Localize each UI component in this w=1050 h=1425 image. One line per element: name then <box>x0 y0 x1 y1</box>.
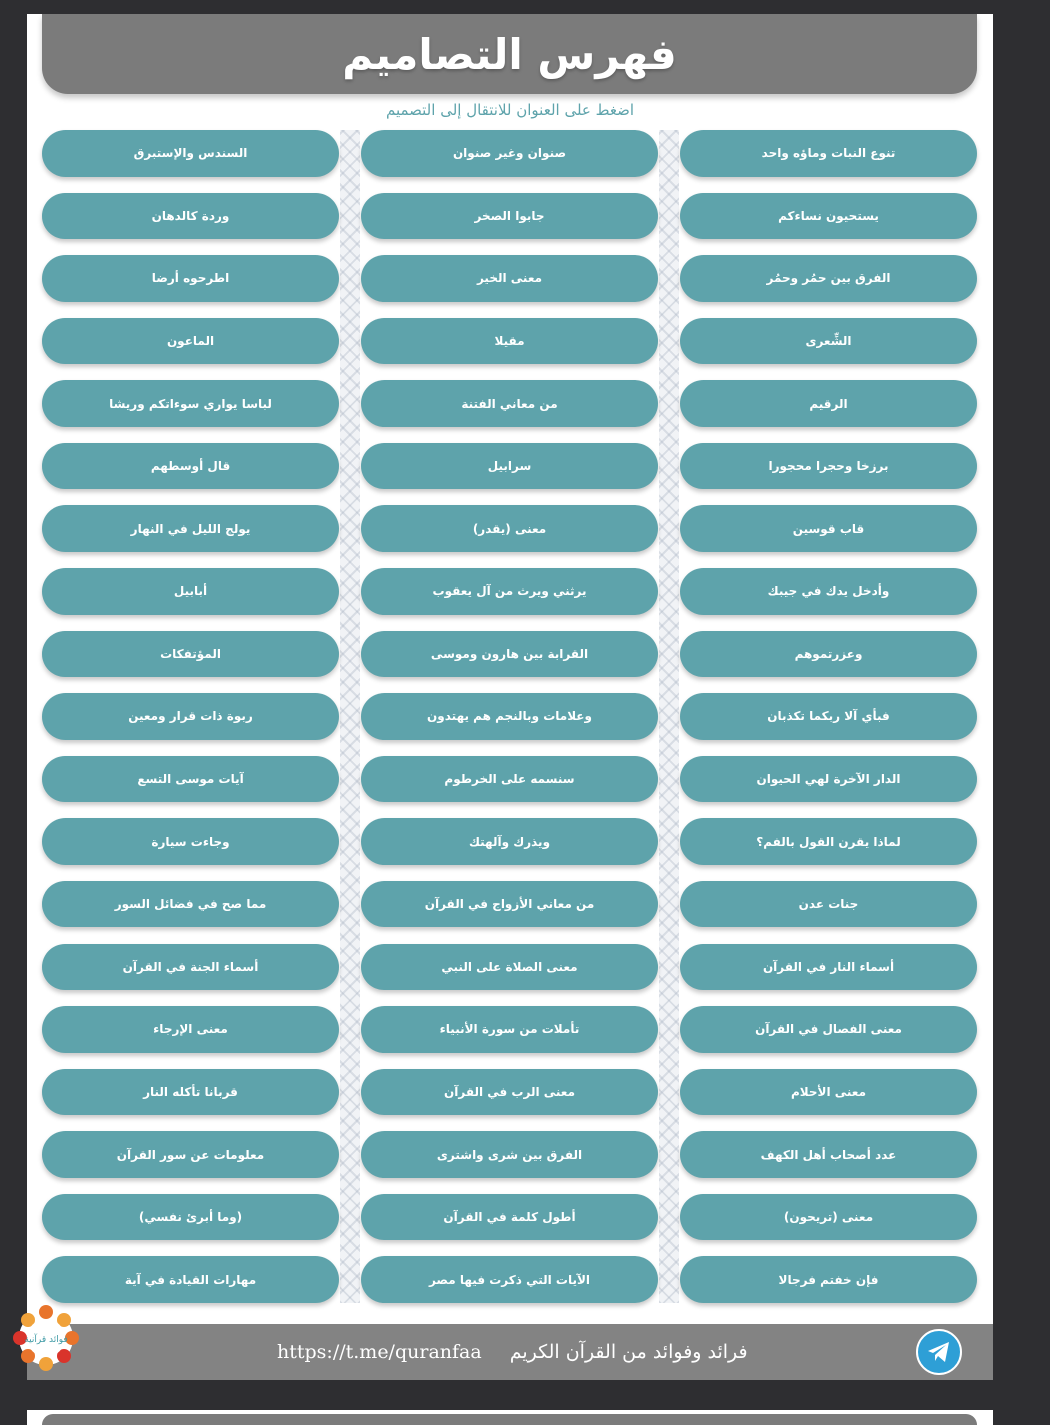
design-link-button[interactable]: وأدخل يدك في جيبك <box>680 568 977 615</box>
design-link-button[interactable]: معنى الأحلام <box>680 1069 977 1116</box>
flower-logo-icon <box>8 1300 84 1376</box>
design-link-button[interactable]: لباسا يواري سوءاتكم وريشا <box>42 380 339 427</box>
design-link-button[interactable]: الآيات التي ذكرت فيها مصر <box>361 1256 658 1303</box>
design-link-button[interactable]: معنى الصلاة على النبي <box>361 944 658 991</box>
design-link-button[interactable]: الفرق بين حمُر وحمُر <box>680 255 977 302</box>
design-link-button[interactable]: برزخا وحجرا محجورا <box>680 443 977 490</box>
page-subtitle: اضغط على العنوان للانتقال إلى التصميم <box>385 101 635 119</box>
design-link-button[interactable]: يستحيون نساءكم <box>680 193 977 240</box>
design-link-button[interactable]: معنى الإرجاء <box>42 1006 339 1053</box>
design-link-button[interactable]: الشِّعرى <box>680 318 977 365</box>
title-bar <box>42 14 977 94</box>
design-link-button[interactable]: قاب قوسين <box>680 505 977 552</box>
next-page-title-bar <box>42 1414 977 1425</box>
design-link-button[interactable]: جنات عدن <box>680 881 977 928</box>
design-link-button[interactable]: تأملات من سورة الأنبياء <box>361 1006 658 1053</box>
design-link-button[interactable]: معنى (تريحون) <box>680 1194 977 1241</box>
page-title: فهرس التصاميم <box>342 29 677 79</box>
design-link-button[interactable]: وعلامات وبالنجم هم يهتدون <box>361 693 658 740</box>
design-link-button[interactable]: آيات موسى التسع <box>42 756 339 803</box>
design-link-button[interactable]: الفرق بين شرى واشترى <box>361 1131 658 1178</box>
design-link-button[interactable]: السندس والإستبرق <box>42 130 339 177</box>
design-link-button[interactable]: جابوا الصخر <box>361 193 658 240</box>
design-link-button[interactable]: اطرحوه أرضا <box>42 255 339 302</box>
design-link-button[interactable]: فإن خفتم فرجالا <box>680 1256 977 1303</box>
design-link-button[interactable]: القرابة بين هارون وموسى <box>361 631 658 678</box>
design-link-button[interactable]: ربوة ذات قرار ومعين <box>42 693 339 740</box>
design-link-button[interactable]: الرقيم <box>680 380 977 427</box>
design-link-button[interactable]: وجاءت سيارة <box>42 818 339 865</box>
design-link-button[interactable]: معنى (يقدر) <box>361 505 658 552</box>
design-link-button[interactable]: معلومات عن سور القرآن <box>42 1131 339 1178</box>
design-link-button[interactable]: أسماء الجنة في القرآن <box>42 944 339 991</box>
design-link-button[interactable]: تنوع النبات وماؤه واحد <box>680 130 977 177</box>
design-link-button[interactable]: لماذا يقرن القول بالفم؟ <box>680 818 977 865</box>
design-link-button[interactable]: الماعون <box>42 318 339 365</box>
footer-bar <box>27 1324 993 1380</box>
design-link-button[interactable]: سرابيل <box>361 443 658 490</box>
paper-plane-icon <box>927 1341 951 1363</box>
design-link-button[interactable]: الدار الآخرة لهي الحيوان <box>680 756 977 803</box>
design-link-grid <box>42 130 977 1303</box>
footer-text <box>277 1324 757 1380</box>
design-link-button[interactable]: يولج الليل في النهار <box>42 505 339 552</box>
design-link-button[interactable]: المؤتفكات <box>42 631 339 678</box>
design-link-button[interactable]: قال أوسطهم <box>42 443 339 490</box>
index-page <box>27 14 993 1380</box>
design-link-button[interactable]: فبأي آلا ربكما تكذبان <box>680 693 977 740</box>
design-link-button[interactable]: قربانا تأكله النار <box>42 1069 339 1116</box>
design-link-button[interactable]: من معاني الأزواج في القرآن <box>361 881 658 928</box>
design-link-button[interactable]: صنوان وغير صنوان <box>361 130 658 177</box>
design-link-button[interactable]: ويذرك وآلهتك <box>361 818 658 865</box>
design-link-button[interactable]: وردة كالدهان <box>42 193 339 240</box>
design-link-button[interactable]: وعزرتموهم <box>680 631 977 678</box>
design-link-button[interactable]: مما صح في فضائل السور <box>42 881 339 928</box>
channel-link[interactable]: https://t.me/quranfaa <box>277 1341 482 1363</box>
footer-label: فرائد وفوائد من القرآن الكريم <box>509 1341 748 1363</box>
design-link-button[interactable]: (وما أبرئ نفسي) <box>42 1194 339 1241</box>
design-link-button[interactable]: مقيلا <box>361 318 658 365</box>
design-link-button[interactable]: عدد أصحاب أهل الكهف <box>680 1131 977 1178</box>
design-link-button[interactable]: معنى الفصال في القرآن <box>680 1006 977 1053</box>
design-link-button[interactable]: معنى الرب في القرآن <box>361 1069 658 1116</box>
design-link-button[interactable]: يرثني ويرث من آل يعقوب <box>361 568 658 615</box>
design-link-button[interactable]: سنسمه على الخرطوم <box>361 756 658 803</box>
design-link-button[interactable]: مهارات القيادة في آية <box>42 1256 339 1303</box>
design-link-button[interactable]: من معاني الفتنة <box>361 380 658 427</box>
design-link-button[interactable]: أسماء النار في القرآن <box>680 944 977 991</box>
design-link-button[interactable]: أطول كلمة في القرآن <box>361 1194 658 1241</box>
telegram-icon[interactable] <box>916 1329 962 1375</box>
design-link-button[interactable]: معنى الخير <box>361 255 658 302</box>
logo-text: فوائد قرآنية <box>24 1335 68 1345</box>
design-link-button[interactable]: أبابيل <box>42 568 339 615</box>
